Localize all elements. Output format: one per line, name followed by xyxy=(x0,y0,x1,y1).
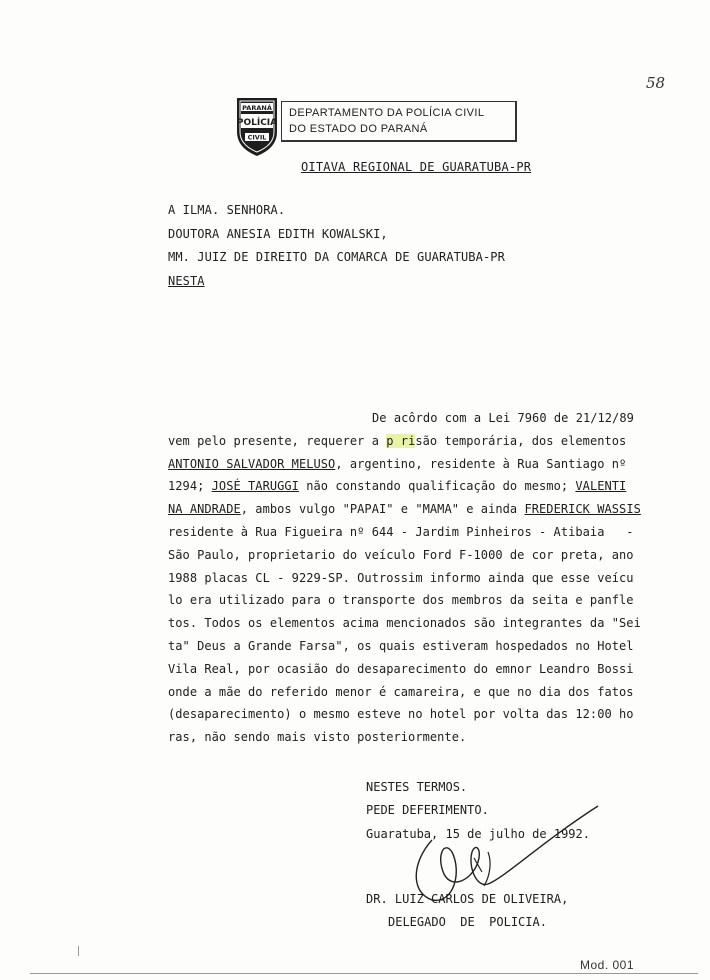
badge-middle-text: POLÍCIA xyxy=(236,118,278,128)
department-header-box xyxy=(281,101,517,142)
highlighted-text: p ri xyxy=(386,433,416,448)
body-line: residente à Rua Figueira nº 644 - Jardim Pinheiros - Atibaia - xyxy=(168,524,634,539)
regional-title: OITAVA REGIONAL DE GUARATUBA-PR xyxy=(301,160,532,174)
page-bottom-edge xyxy=(30,973,698,974)
letter-body xyxy=(168,407,688,749)
police-badge-emblem xyxy=(232,92,282,158)
name-antonio: ANTONIO SALVADOR MELUSO xyxy=(168,456,336,471)
body-line: 1294; JOSÉ TARUGGI não constando qualificação do mesmo; VALENTI xyxy=(168,479,627,494)
addressee-line-2: DOUTORA ANESIA EDITH KOWALSKI, xyxy=(168,227,388,241)
addressee-line-4: NESTA xyxy=(168,274,205,288)
body-line: São Paulo, proprietario do veículo Ford F-1000 de cor preta, ano xyxy=(168,547,634,562)
closing-line-2: PEDE DEFERIMENTO. xyxy=(366,803,489,817)
body-line: onde a mãe do referido menor é camareira, e que no dia dos fatos xyxy=(168,684,634,699)
body-line: tos. Todos os elementos acima mencionados são integrantes da "Sei xyxy=(168,616,641,631)
body-line: ras, não sendo mais visto posteriormente. xyxy=(168,730,467,745)
body-line: (desaparecimento) o mesmo esteve no hotel por volta das 12:00 ho xyxy=(168,707,634,722)
page-number: 58 xyxy=(646,74,666,92)
body-line: 1988 placas CL - 9229-SP. Outrossim informo ainda que esse veícu xyxy=(168,570,634,585)
department-line-2: DO ESTADO DO PARANÁ xyxy=(289,123,428,135)
badge-top-text: PARANÁ xyxy=(242,104,272,112)
body-line: ANTONIO SALVADOR MELUSO, argentino, residente à Rua Santiago nº xyxy=(168,456,627,471)
form-code: Mod. 001 xyxy=(580,958,635,972)
signatory-name: DR. LUIZ CARLOS DE OLIVEIRA, xyxy=(366,892,569,906)
body-line: ta" Deus a Grande Farsa", os quais estiveram hospedados no Hotel xyxy=(168,638,634,653)
department-line-1: DEPARTAMENTO DA POLÍCIA CIVIL xyxy=(289,107,485,119)
signatory-title: DELEGADO DE POLICIA. xyxy=(388,915,547,929)
body-line: Vila Real, por ocasião do desaparecimento do emnor Leandro Bossi xyxy=(168,661,634,676)
body-line: lo era utilizado para o transporte dos membros da seita e panfle xyxy=(168,593,634,608)
name-frederick: FREDERICK WASSIS xyxy=(524,502,641,517)
body-line: De acôrdo com a Lei 7960 de 21/12/89 xyxy=(372,411,634,425)
margin-mark xyxy=(78,946,79,956)
name-valentina-part1: VALENTI xyxy=(575,479,627,494)
body-line: vem pelo presente, requerer a p risão temporária, dos elementos xyxy=(168,433,627,448)
addressee-line-3: MM. JUIZ DE DIREITO DA COMARCA DE GUARATUBA-PR xyxy=(168,250,505,264)
badge-bottom-text: CIVIL xyxy=(247,133,267,142)
body-line: NA ANDRADE, ambos vulgo "PAPAI" e "MAMA" e ainda FREDERICK WASSIS xyxy=(168,502,641,517)
closing-line-1: NESTES TERMOS. xyxy=(366,780,468,794)
name-jose: JOSÉ TARUGGI xyxy=(211,479,299,494)
addressee-line-1: A ILMA. SENHORA. xyxy=(168,203,286,217)
name-valentina-part2: NA ANDRADE xyxy=(168,502,241,517)
closing-date: Guaratuba, 15 de julho de 1992. xyxy=(366,827,590,841)
